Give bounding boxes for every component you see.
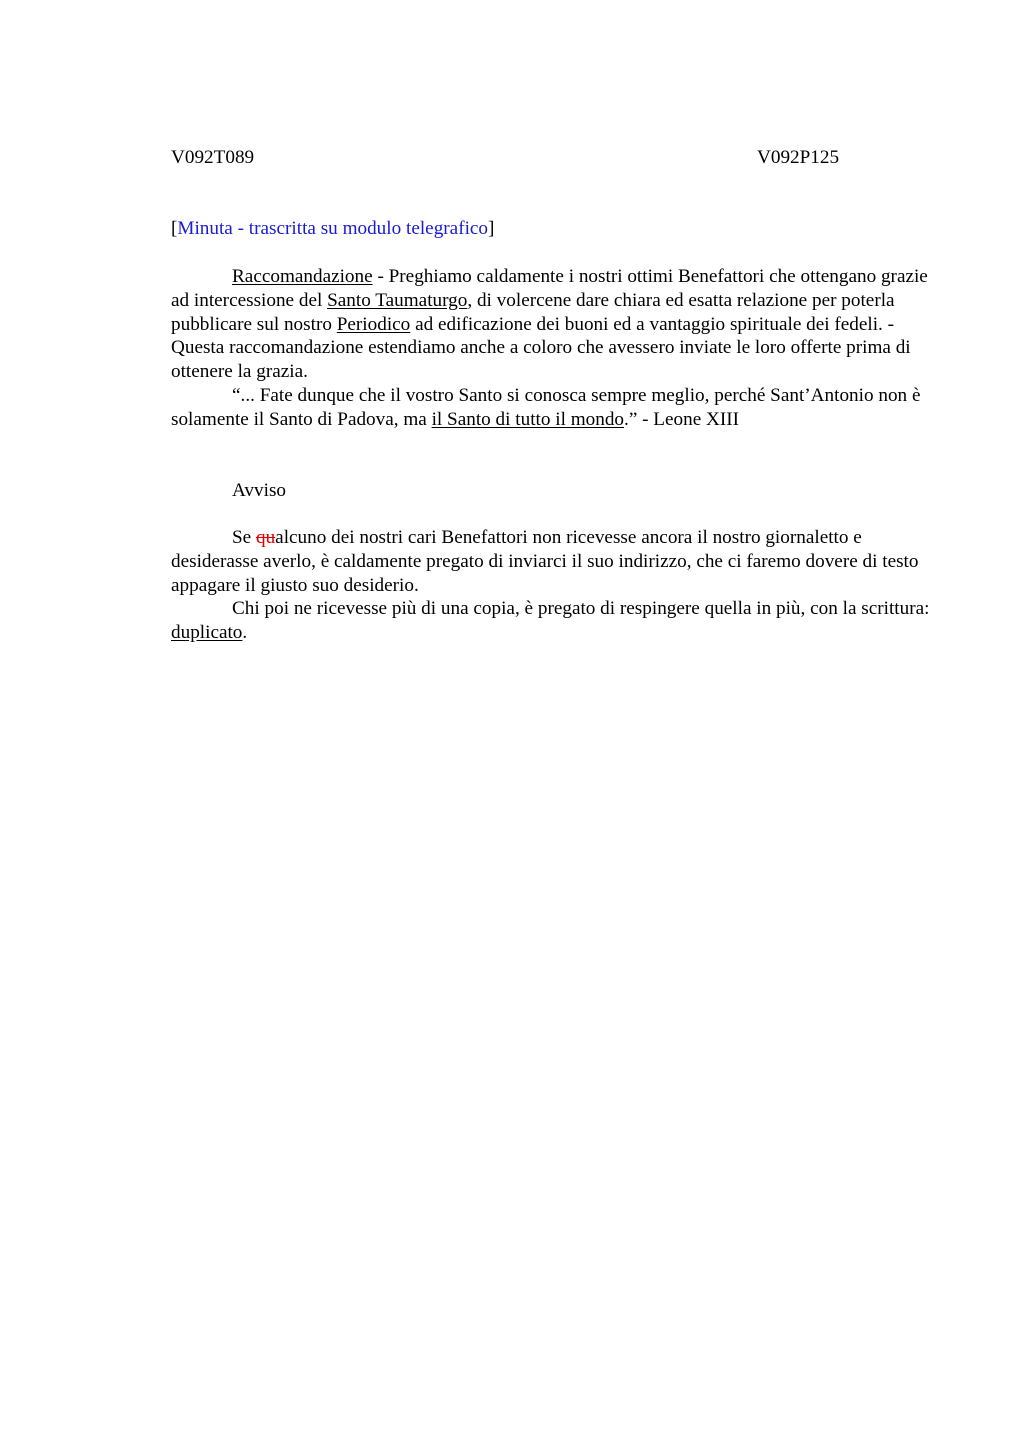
underlined-duplicato: duplicato xyxy=(171,622,243,644)
editorial-note xyxy=(171,217,931,241)
deleted-text: qu xyxy=(255,527,276,548)
avviso-paragraph-1 xyxy=(171,526,931,597)
paragraph-text: alcuno dei nostri cari Benefattori non ricevesse ancora il nostro giornaletto e desiderasse averlo, è caldamente pregato di inviarci il suo indirizzo, che ci faremo dovere di testo appagare il giusto suo desiderio. xyxy=(171,527,919,596)
note-text: Minuta - trascritta su modulo telegrafico xyxy=(177,218,489,239)
underlined-santo-mondo: il Santo di tutto il mondo xyxy=(431,408,625,430)
document-code-left: V092T089 xyxy=(171,147,255,168)
document-code-right: V092P125 xyxy=(757,147,840,168)
paragraph-text: Chi poi ne ricevesse più di una copia, è pregato di respingere quella in più, con la scrittura: xyxy=(232,598,930,620)
quotation-paragraph xyxy=(171,384,931,432)
underlined-santo-taumaturgo: Santo Taumaturgo xyxy=(327,289,468,311)
avviso-heading-line xyxy=(171,479,931,503)
paragraph-text: “... Fate dunque che il vostro Santo si conosca sempre meglio, perché Sant’Antonio non è solamente il Santo di Padova, ma xyxy=(171,384,921,430)
paragraph-text: - Preghiamo caldamente i nostri ottimi Benefattori che ottengano grazie ad intercessione del xyxy=(171,266,928,311)
avviso-heading: Avviso xyxy=(232,480,287,501)
raccomandazione-heading: Raccomandazione xyxy=(232,266,373,287)
raccomandazione-paragraph xyxy=(171,265,931,384)
paragraph-text: , di volercene dare chiara ed esatta relazione per poterla pubblicare sul nostro xyxy=(171,289,895,335)
paragraph-text: . xyxy=(242,622,248,644)
raccomandazione-section xyxy=(171,265,931,432)
avviso-paragraph-2 xyxy=(171,597,931,645)
note-open-bracket: [ xyxy=(171,218,178,239)
avviso-section xyxy=(171,526,931,645)
paragraph-text: Se xyxy=(232,527,256,548)
paragraph-text: ad edificazione dei buoni ed a vantaggio spirituale dei fedeli. - Questa raccomandazione estendiamo anche a coloro che avessero inviate le loro offerte prima di ottenere la grazia. xyxy=(171,313,911,383)
underlined-periodico: Periodico xyxy=(336,313,411,335)
note-close-bracket: ] xyxy=(488,218,495,239)
paragraph-text: .” - Leone XIII xyxy=(624,408,740,430)
